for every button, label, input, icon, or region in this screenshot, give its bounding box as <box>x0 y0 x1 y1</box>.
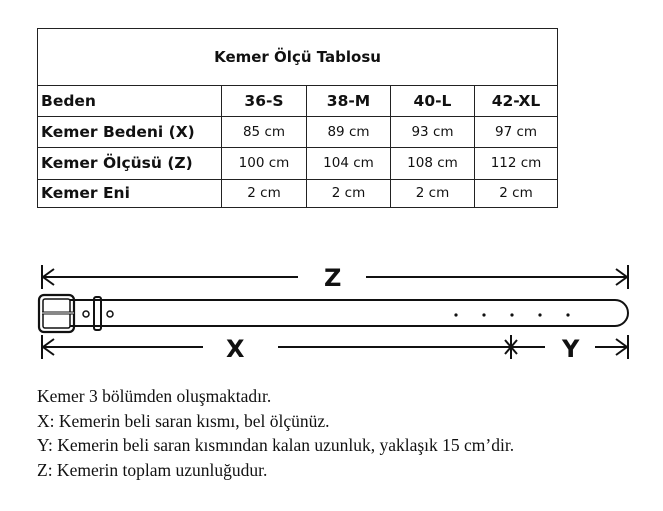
table-cell: 108 cm <box>391 148 475 179</box>
table-cell: 2 cm <box>222 179 307 207</box>
table-cell: 2 cm <box>475 179 558 207</box>
table-cell: 93 cm <box>391 116 475 147</box>
table-cell: 100 cm <box>222 148 307 179</box>
z-label: Z <box>324 264 342 292</box>
belt-hole <box>107 311 113 317</box>
belt-diagram <box>0 255 663 370</box>
table-title: Kemer Ölçü Tablosu <box>38 29 558 86</box>
table-cell: 89 cm <box>307 116 391 147</box>
note-y: Y: Kemerin beli saran kısmından kalan uzunluk, yaklaşık 15 cm’dir. <box>37 435 515 455</box>
table-cell: 2 cm <box>391 179 475 207</box>
belt-notes <box>37 384 657 482</box>
belt-size-table <box>37 28 558 208</box>
row-label-kemer-olcusu: Kemer Ölçüsü (Z) <box>38 148 222 179</box>
size-header-42-xl: 42-XL <box>475 85 558 116</box>
header-label-beden: Beden <box>38 85 222 116</box>
note-intro: Kemer 3 bölümden oluşmaktadır. <box>37 386 272 406</box>
y-label: Y <box>562 335 580 363</box>
table-cell: 112 cm <box>475 148 558 179</box>
belt-dots <box>454 313 569 316</box>
size-header-38-m: 38-M <box>307 85 391 116</box>
table-row <box>38 179 558 207</box>
note-x: X: Kemerin beli saran kısmı, bel ölçünüz. <box>37 410 330 431</box>
size-header-40-l: 40-L <box>391 85 475 116</box>
size-header-36-s: 36-S <box>222 85 307 116</box>
row-label-kemer-bedeni: Kemer Bedeni (X) <box>38 116 222 147</box>
table-cell: 85 cm <box>222 116 307 147</box>
x-dimension-line <box>42 335 513 363</box>
table-cell: 97 cm <box>475 116 558 147</box>
row-label-kemer-eni: Kemer Eni <box>38 179 222 207</box>
table-cell: 104 cm <box>307 148 391 179</box>
belt-hole <box>83 311 89 317</box>
table-cell: 2 cm <box>307 179 391 207</box>
table-row <box>38 148 558 179</box>
buckle-icon <box>39 295 74 332</box>
table-row <box>38 116 558 147</box>
table-header-row <box>38 85 558 116</box>
note-z: Z: Kemerin toplam uzunluğudur. <box>37 459 268 480</box>
belt-strap <box>70 300 628 326</box>
x-label: X <box>226 335 245 363</box>
